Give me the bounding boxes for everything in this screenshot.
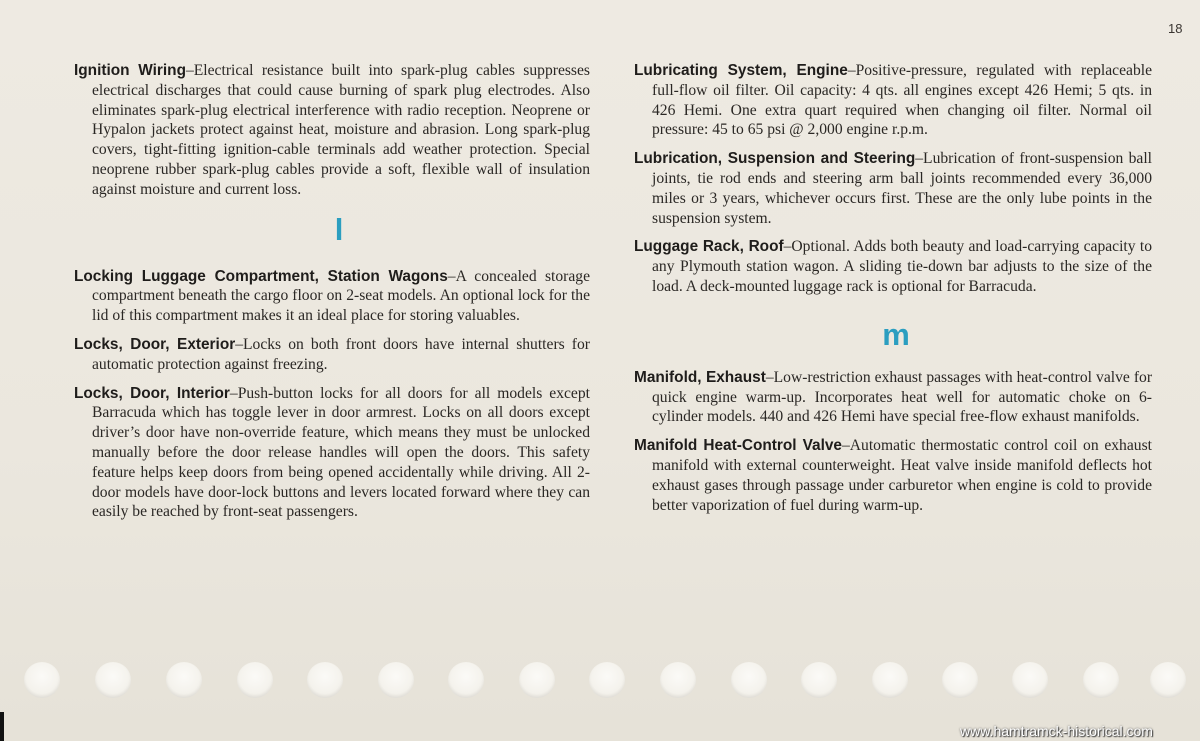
entry-term: Ignition Wiring: [74, 62, 186, 79]
entry-definition: –Electrical resistance built into spark-plug cables suppresses electrical discharges that could cause burning of spark plug electrodes. Also eliminates spark-plug electrical interference with radio reception. Neoprene or Hypalon jackets protect against heat, moisture and abrasion. Long spark-plug covers, tight-fitting ignition-cable terminals add weather protection. Special neoprene rubber spark-plug cables provide a soft, flexible wall of insulation against moisture and current loss.: [92, 62, 590, 198]
binder-hole: [589, 662, 625, 698]
entry-term: Luggage Rack, Roof: [634, 238, 784, 256]
entry-term: Lubrication, Suspension and Steering: [634, 150, 916, 168]
entry-definition: –Lubrication of front-suspension ball joints, tie rod ends and steering arm ball joints recommended every 36,000 miles or 3 years, whichever occurs first. These are the only lube points in the suspension system.: [652, 150, 1152, 227]
binder-hole: [95, 662, 131, 698]
entry-term: Manifold, Exhaust: [634, 368, 766, 386]
entry-term: Locks, Door, Interior: [74, 384, 230, 402]
binder-holes: [0, 662, 1200, 706]
binder-hole: [448, 662, 484, 698]
binder-hole: [166, 662, 202, 698]
scan-edge-mark: [0, 712, 4, 741]
entry-definition: –Automatic thermostatic control coil on exhaust manifold with external counterweight. Heat valve inside manifold deflects hot exhaust gases through passage under carburetor when engine is cold to provide better vaporization of fuel during warm-up.: [652, 437, 1152, 514]
section-letter-l: l: [334, 211, 344, 247]
right-column: [634, 61, 1152, 524]
entry-definition: –Optional. Adds both beauty and load-carrying capacity to any Plymouth station wagon. A sliding tie-down bar adjusts to the size of the load. A deck-mounted luggage rack is optional for Barracuda.: [652, 238, 1152, 295]
glossary-entry-locking-luggage-compartment: [74, 267, 590, 326]
binder-hole: [237, 662, 273, 698]
left-column: [74, 61, 590, 531]
glossary-entry-luggage-rack-roof: [634, 237, 1152, 296]
entry-definition: –Low-restriction exhaust passages with heat-control valve for quick engine warm-up. Incorporates heat well for automatic choke on 6-cylinder models. 440 and 426 Hemi have special free-flow exhaust manifolds.: [652, 368, 1153, 426]
entry-definition: –Push-button locks for all doors for all models except Barracuda which has toggle lever in door armrest. Locks on all doors except driver’s door have non-override feature, which means they must be unlocked manually before the door release handles will open the doors. This safety feature helps keep doors from being opened accidentally while driving. All 2-door models have door-lock buttons and levers located forward where they can easily be reached by front-seat passengers.: [92, 384, 590, 521]
website-watermark: www.hamtramck-historical.com: [960, 723, 1153, 739]
entry-term: Locks, Door, Exterior: [74, 335, 236, 353]
page-number: 18: [1168, 21, 1183, 36]
glossary-entry-lubrication-suspension-steering: [634, 149, 1152, 228]
entry-definition: –A concealed storage compartment beneath the cargo floor on 2-seat models. An optional lock for the lid of this compartment makes it an ideal place for storing valuables.: [92, 267, 591, 325]
binder-hole: [731, 662, 767, 698]
glossary-entry-lubricating-system-engine: [634, 61, 1152, 140]
binder-hole: [1012, 662, 1048, 698]
binder-hole: [660, 662, 696, 698]
binder-hole: [1083, 662, 1119, 698]
glossary-entry-locks-door-interior: [74, 384, 590, 523]
glossary-entry-locks-door-exterior: [74, 335, 590, 375]
glossary-entry-ignition-wiring: [74, 61, 590, 200]
entry-term: Lubricating System, Engine: [634, 62, 848, 79]
binder-hole: [24, 662, 60, 698]
binder-hole: [801, 662, 837, 698]
section-letter-m: m: [882, 316, 910, 352]
binder-hole: [307, 662, 343, 698]
entry-term: Locking Luggage Compartment, Station Wagons: [74, 267, 448, 285]
binder-hole: [519, 662, 555, 698]
entry-definition: –Locks on both front doors have internal shutters for automatic protection against freezing.: [92, 335, 590, 373]
binder-hole: [942, 662, 978, 698]
glossary-entry-manifold-heat-control-valve: [634, 436, 1152, 515]
entry-definition: –Positive-pressure, regulated with replaceable full-flow oil filter. Oil capacity: 4 qts. all engines except 426 Hemi; 5 qts. in 426 Hemi. One extra quart required when changing oil filter. Normal oil pressure: 45 to 65 psi @ 2,000 engine r.p.m.: [652, 62, 1153, 139]
binder-hole: [1150, 662, 1186, 698]
entry-term: Manifold Heat-Control Valve: [634, 437, 842, 455]
binder-hole: [872, 662, 908, 698]
binder-hole: [378, 662, 414, 698]
glossary-entry-manifold-exhaust: [634, 368, 1152, 427]
